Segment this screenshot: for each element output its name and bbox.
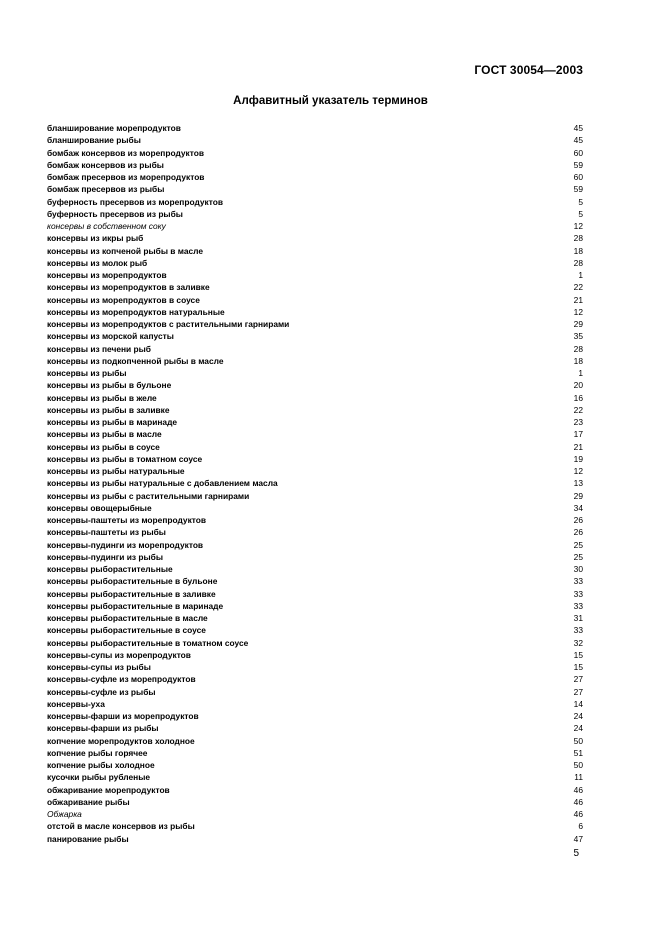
index-entry [47, 514, 583, 526]
index-entry [47, 747, 583, 759]
index-term: консервы из рыбы в маринаде [47, 417, 178, 427]
index-entry [47, 416, 583, 428]
index-term: бомбаж пресервов из рыбы [47, 184, 165, 195]
index-term: консервы-суфле из рыбы [47, 686, 156, 697]
index-page-ref: 34 [573, 502, 583, 513]
index-entry [47, 563, 583, 575]
index-term: консервы из икры рыб [47, 233, 144, 244]
index-page-ref: 6 [578, 821, 583, 832]
index-page-ref: 22 [573, 404, 583, 415]
index-entry [47, 232, 583, 244]
index-term: консервы-суфле из морепродуктов [47, 674, 196, 685]
index-entry [47, 673, 583, 685]
index-entry [47, 220, 583, 232]
index-entry [47, 245, 583, 257]
index-entry [47, 330, 583, 342]
index-entry [47, 183, 583, 195]
index-term: консервы-фарши из морепродуктов [47, 711, 199, 721]
index-entry [47, 257, 583, 269]
index-page-ref: 24 [573, 711, 583, 721]
page-number: 5 [573, 848, 579, 859]
index-page-ref: 45 [573, 123, 583, 133]
index-term: обжаривание морепродуктов [47, 784, 170, 795]
index-page-ref: 29 [573, 490, 583, 501]
index-entry [47, 722, 583, 734]
index-page-ref: 12 [573, 306, 583, 317]
index-term: отстой в масле консервов из рыбы [47, 821, 195, 832]
index-term: консервы из морской капусты [47, 331, 174, 342]
index-page-ref: 12 [573, 466, 583, 476]
index-entry [47, 318, 583, 330]
index-page-ref: 24 [573, 723, 583, 734]
index-page-ref: 27 [573, 674, 583, 685]
index-page-ref: 33 [573, 588, 583, 599]
index-term: консервы в собственном соку [47, 221, 166, 231]
index-term: консервы-паштеты из морепродуктов [47, 515, 207, 525]
index-entry [47, 490, 583, 502]
index-entry [47, 343, 583, 355]
index-page-ref: 27 [573, 686, 583, 697]
index-page-ref: 15 [573, 662, 583, 672]
index-term: консервы-уха [47, 698, 105, 709]
index-page-ref: 15 [573, 649, 583, 660]
index-entry [47, 661, 583, 673]
index-term: консервы из рыбы в бульоне [47, 380, 172, 391]
index-entry [47, 147, 583, 159]
index-page-ref: 12 [573, 221, 583, 231]
index-term: консервы из рыбы в масле [47, 429, 162, 440]
index-page-ref: 35 [573, 331, 583, 342]
index-entry [47, 600, 583, 612]
index-page-ref: 23 [573, 417, 583, 427]
index-term: консервы овощерыбные [47, 502, 152, 513]
index-term: консервы рыборастительные в соусе [47, 625, 206, 636]
index-entry [47, 808, 583, 820]
index-entry [47, 441, 583, 453]
index-page-ref: 59 [573, 159, 583, 170]
index-term: консервы из рыбы в соусе [47, 441, 160, 452]
index-term: консервы-супы из рыбы [47, 662, 151, 672]
index-page-ref: 33 [573, 576, 583, 587]
index-page-ref: 46 [573, 809, 583, 819]
index-term: консервы рыборастительные в масле [47, 613, 208, 623]
index-term: консервы из молок рыб [47, 257, 148, 268]
index-term: бомбаж консервов из рыбы [47, 159, 164, 170]
index-page-ref: 29 [573, 319, 583, 329]
index-term: бланширование рыбы [47, 135, 141, 146]
index-term: консервы из копченой рыбы в масле [47, 245, 204, 256]
index-term: консервы-паштеты из рыбы [47, 527, 166, 538]
standard-code: ГОСТ 30054—2003 [474, 63, 583, 77]
index-term: консервы рыборастительные в бульоне [47, 576, 218, 587]
index-page-ref: 33 [573, 600, 583, 611]
index-entry [47, 122, 583, 134]
index-page-ref: 21 [573, 294, 583, 305]
index-term: консервы-фарши из рыбы [47, 723, 159, 734]
index-term: консервы из морепродуктов [47, 270, 167, 280]
index-page-ref: 18 [573, 355, 583, 366]
index-entry [47, 686, 583, 698]
index-page-ref: 33 [573, 625, 583, 636]
index-page-ref: 28 [573, 343, 583, 354]
page-title: Алфавитный указатель терминов [233, 95, 428, 107]
index-term: консервы из морепродуктов в заливке [47, 282, 210, 293]
index-page-ref: 21 [573, 441, 583, 452]
index-entry [47, 698, 583, 710]
index-term: обжаривание рыбы [47, 796, 130, 807]
index-term: консервы из подкопченной рыбы в масле [47, 355, 224, 366]
index-entry [47, 196, 583, 208]
index-page-ref: 60 [573, 147, 583, 158]
index-term: бланширование морепродуктов [47, 123, 181, 133]
index-page-ref: 20 [573, 380, 583, 391]
index-term: консервы из морепродуктов натуральные [47, 306, 225, 317]
index-page-ref: 25 [573, 539, 583, 550]
index-term: буферность пресервов из морепродуктов [47, 196, 223, 207]
index-page-ref: 46 [573, 796, 583, 807]
index-term: консервы рыборастительные в заливке [47, 588, 216, 599]
index-term: буферность пресервов из рыбы [47, 208, 183, 219]
index-entry [47, 392, 583, 404]
index-page-ref: 60 [573, 172, 583, 182]
index-entry [47, 428, 583, 440]
index-term: консервы из рыбы [47, 368, 127, 378]
index-entry [47, 453, 583, 465]
index-term: консервы-супы из морепродуктов [47, 649, 191, 660]
index-entry [47, 771, 583, 783]
index-page-ref: 25 [573, 551, 583, 562]
index-term: консервы рыборастительные в томатном соусе [47, 637, 249, 648]
index-entry [47, 539, 583, 551]
index-entry [47, 355, 583, 367]
index-term: консервы из рыбы натуральные с добавлением масла [47, 478, 278, 489]
index-entry [47, 502, 583, 514]
index-entry [47, 465, 583, 477]
index-page-ref: 14 [573, 698, 583, 709]
index-term: копчение морепродуктов холодное [47, 735, 195, 746]
index-entry [47, 159, 583, 171]
index-page-ref: 32 [573, 637, 583, 648]
index-entry [47, 784, 583, 796]
index-entry [47, 379, 583, 391]
index-entry [47, 624, 583, 636]
index-term: копчение рыбы горячее [47, 747, 148, 758]
index-term: консервы-пудинги из рыбы [47, 551, 164, 562]
index-term: консервы-пудинги из морепродуктов [47, 539, 204, 550]
index-page-ref: 46 [573, 784, 583, 795]
index-page-ref: 5 [578, 208, 583, 219]
index-entry [47, 833, 583, 845]
index-entry [47, 759, 583, 771]
index-entry [47, 612, 583, 624]
index-entry [47, 796, 583, 808]
index-page-ref: 1 [578, 368, 583, 378]
index-entry [47, 588, 583, 600]
index-term: консервы из печени рыб [47, 343, 151, 354]
index-entry [47, 269, 583, 281]
index-entry [47, 735, 583, 747]
index-page-ref: 19 [573, 453, 583, 464]
index-page-ref: 28 [573, 257, 583, 268]
index-page-ref: 45 [573, 135, 583, 146]
index-page-ref: 26 [573, 515, 583, 525]
index-entry [47, 404, 583, 416]
index-term: бомбаж пресервов из морепродуктов [47, 172, 205, 182]
index-term: кусочки рыбы рубленые [47, 772, 151, 783]
index-page-ref: 50 [573, 760, 583, 770]
index-page-ref: 30 [573, 564, 583, 574]
index-term: консервы из рыбы с растительными гарнирами [47, 490, 250, 501]
index-term: консервы из рыбы в заливке [47, 404, 170, 415]
index-entry [47, 710, 583, 722]
index-term: консервы из морепродуктов с растительными гарнирами [47, 319, 290, 329]
index-entry [47, 367, 583, 379]
index-page-ref: 13 [573, 478, 583, 489]
index-page-ref: 22 [573, 282, 583, 293]
index-entry [47, 526, 583, 538]
index-term: консервы из рыбы в томатном соусе [47, 453, 203, 464]
index-entry [47, 477, 583, 489]
index-term: копчение рыбы холодное [47, 760, 155, 770]
index-term: Обжарка [47, 809, 82, 819]
index-page-ref: 5 [578, 196, 583, 207]
index-page-ref: 59 [573, 184, 583, 195]
index-entry [47, 575, 583, 587]
index-entry [47, 306, 583, 318]
index-page-ref: 47 [573, 833, 583, 844]
index-page-ref: 16 [573, 392, 583, 403]
index-entry [47, 551, 583, 563]
index-page-ref: 50 [573, 735, 583, 746]
index-term: консервы из рыбы в желе [47, 392, 157, 403]
index-entry [47, 281, 583, 293]
index-page-ref: 26 [573, 527, 583, 538]
index-page-ref: 17 [573, 429, 583, 440]
index-term: консервы из морепродуктов в соусе [47, 294, 200, 305]
index-term: бомбаж консервов из морепродуктов [47, 147, 204, 158]
index-entry [47, 820, 583, 832]
index-page-ref: 1 [578, 270, 583, 280]
index-entry [47, 208, 583, 220]
index-page-ref: 28 [573, 233, 583, 244]
index-page-ref: 51 [573, 747, 583, 758]
index-entry [47, 649, 583, 661]
index-page-ref: 11 [574, 772, 583, 783]
index-entry [47, 637, 583, 649]
term-index-list [47, 122, 583, 845]
index-term: консервы рыборастительные в маринаде [47, 600, 224, 611]
index-entry [47, 294, 583, 306]
index-entry [47, 171, 583, 183]
index-page-ref: 31 [573, 613, 583, 623]
index-page-ref: 18 [573, 245, 583, 256]
index-term: консервы рыборастительные [47, 564, 173, 574]
index-term: панирование рыбы [47, 833, 129, 844]
index-term: консервы из рыбы натуральные [47, 466, 185, 476]
index-entry [47, 134, 583, 146]
